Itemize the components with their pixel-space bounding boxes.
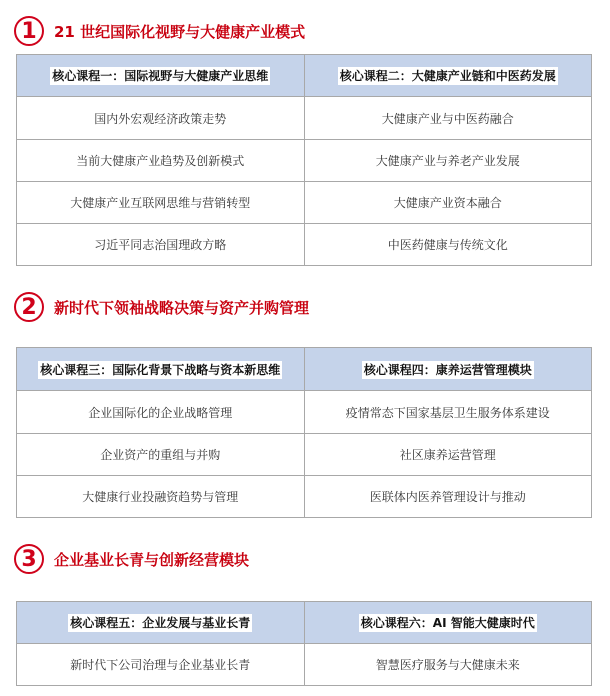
section-3-course-table <box>16 601 592 686</box>
section-1-course-table <box>16 54 592 266</box>
course-topic: 大健康产业与养老产业发展 <box>304 140 592 182</box>
course-topic: 大健康产业互联网思维与营销转型 <box>17 182 305 224</box>
section-3-heading <box>14 544 249 574</box>
course-topic: 医联体内医养管理设计与推动 <box>304 476 592 518</box>
table-row <box>17 391 592 434</box>
table-row <box>17 434 592 476</box>
course-topic: 习近平同志治国理政方略 <box>17 224 305 266</box>
course-header: 核心课程二：大健康产业链和中医药发展 <box>304 55 592 97</box>
section-1-title: 21 世纪国际化视野与大健康产业模式 <box>54 22 306 41</box>
table-row <box>17 476 592 518</box>
course-topic: 企业国际化的企业战略管理 <box>17 391 305 434</box>
course-header: 核心课程一：国际视野与大健康产业思维 <box>17 55 305 97</box>
section-2-title: 新时代下领袖战略决策与资产并购管理 <box>54 298 310 317</box>
section-2-course-table <box>16 347 592 518</box>
table-header-row <box>17 348 592 391</box>
course-topic: 大健康产业与中医药融合 <box>304 97 592 140</box>
circled-number-1: 1 <box>14 16 44 46</box>
table-row <box>17 644 592 686</box>
table-header-row <box>17 55 592 97</box>
course-topic: 国内外宏观经济政策走势 <box>17 97 305 140</box>
course-header: 核心课程六：AI 智能大健康时代 <box>304 602 592 644</box>
section-1-heading <box>14 16 305 46</box>
course-topic: 中医药健康与传统文化 <box>304 224 592 266</box>
table-row <box>17 97 592 140</box>
course-topic: 大健康行业投融资趋势与管理 <box>17 476 305 518</box>
table-row <box>17 182 592 224</box>
table-row <box>17 140 592 182</box>
course-topic: 疫情常态下国家基层卫生服务体系建设 <box>304 391 592 434</box>
course-topic: 新时代下公司治理与企业基业长青 <box>17 644 305 686</box>
course-topic: 社区康养运营管理 <box>304 434 592 476</box>
course-header: 核心课程五：企业发展与基业长青 <box>17 602 305 644</box>
section-3-title: 企业基业长青与创新经营模块 <box>54 550 250 569</box>
circled-number-2: 2 <box>14 292 44 322</box>
circled-number-3: 3 <box>14 544 44 574</box>
course-header: 核心课程四：康养运营管理模块 <box>304 348 592 391</box>
course-topic: 大健康产业资本融合 <box>304 182 592 224</box>
table-row <box>17 224 592 266</box>
course-header: 核心课程三：国际化背景下战略与资本新思维 <box>17 348 305 391</box>
course-topic: 当前大健康产业趋势及创新模式 <box>17 140 305 182</box>
course-topic: 智慧医疗服务与大健康未来 <box>304 644 592 686</box>
table-header-row <box>17 602 592 644</box>
section-2-heading <box>14 292 309 322</box>
course-topic: 企业资产的重组与并购 <box>17 434 305 476</box>
